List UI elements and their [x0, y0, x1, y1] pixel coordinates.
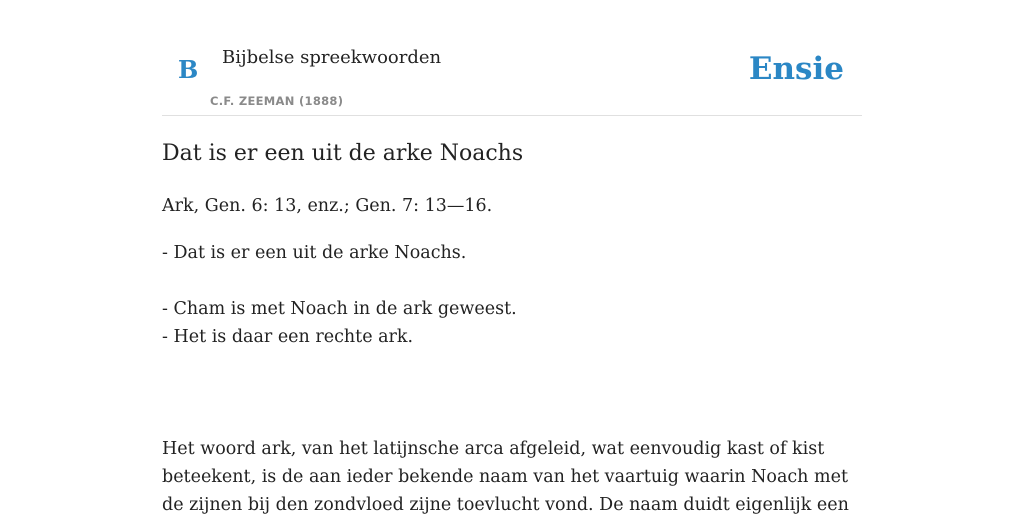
entry-title: Dat is er een uit de arke Noachs	[162, 141, 524, 166]
bible-reference: Ark, Gen. 6: 13, enz.; Gen. 7: 13—16.	[162, 196, 493, 216]
saying-2: - Cham is met Noach in de ark geweest.	[162, 299, 517, 319]
book-title-link[interactable]: Bijbelse spreekwoorden	[222, 47, 442, 68]
ensie-logo[interactable]: Ensie	[748, 51, 844, 87]
page	[162, 0, 862, 515]
header	[162, 0, 862, 116]
book-author: C.F. ZEEMAN (1888)	[210, 94, 344, 108]
body-paragraph: Het woord ark, van het latijnsche arca afgeleid, wat eenvoudig kast of kist beteekent, is de aan ieder bekende naam van het vaartuig waarin Noach met de zijnen bij den zondvloed zijne toevlucht vond. De naam duidt eigenlijk een	[162, 439, 849, 515]
book-logo[interactable]: B	[178, 55, 199, 84]
saying-3: - Het is daar een rechte ark.	[162, 327, 414, 347]
saying-1: - Dat is er een uit de arke Noachs.	[162, 243, 467, 263]
